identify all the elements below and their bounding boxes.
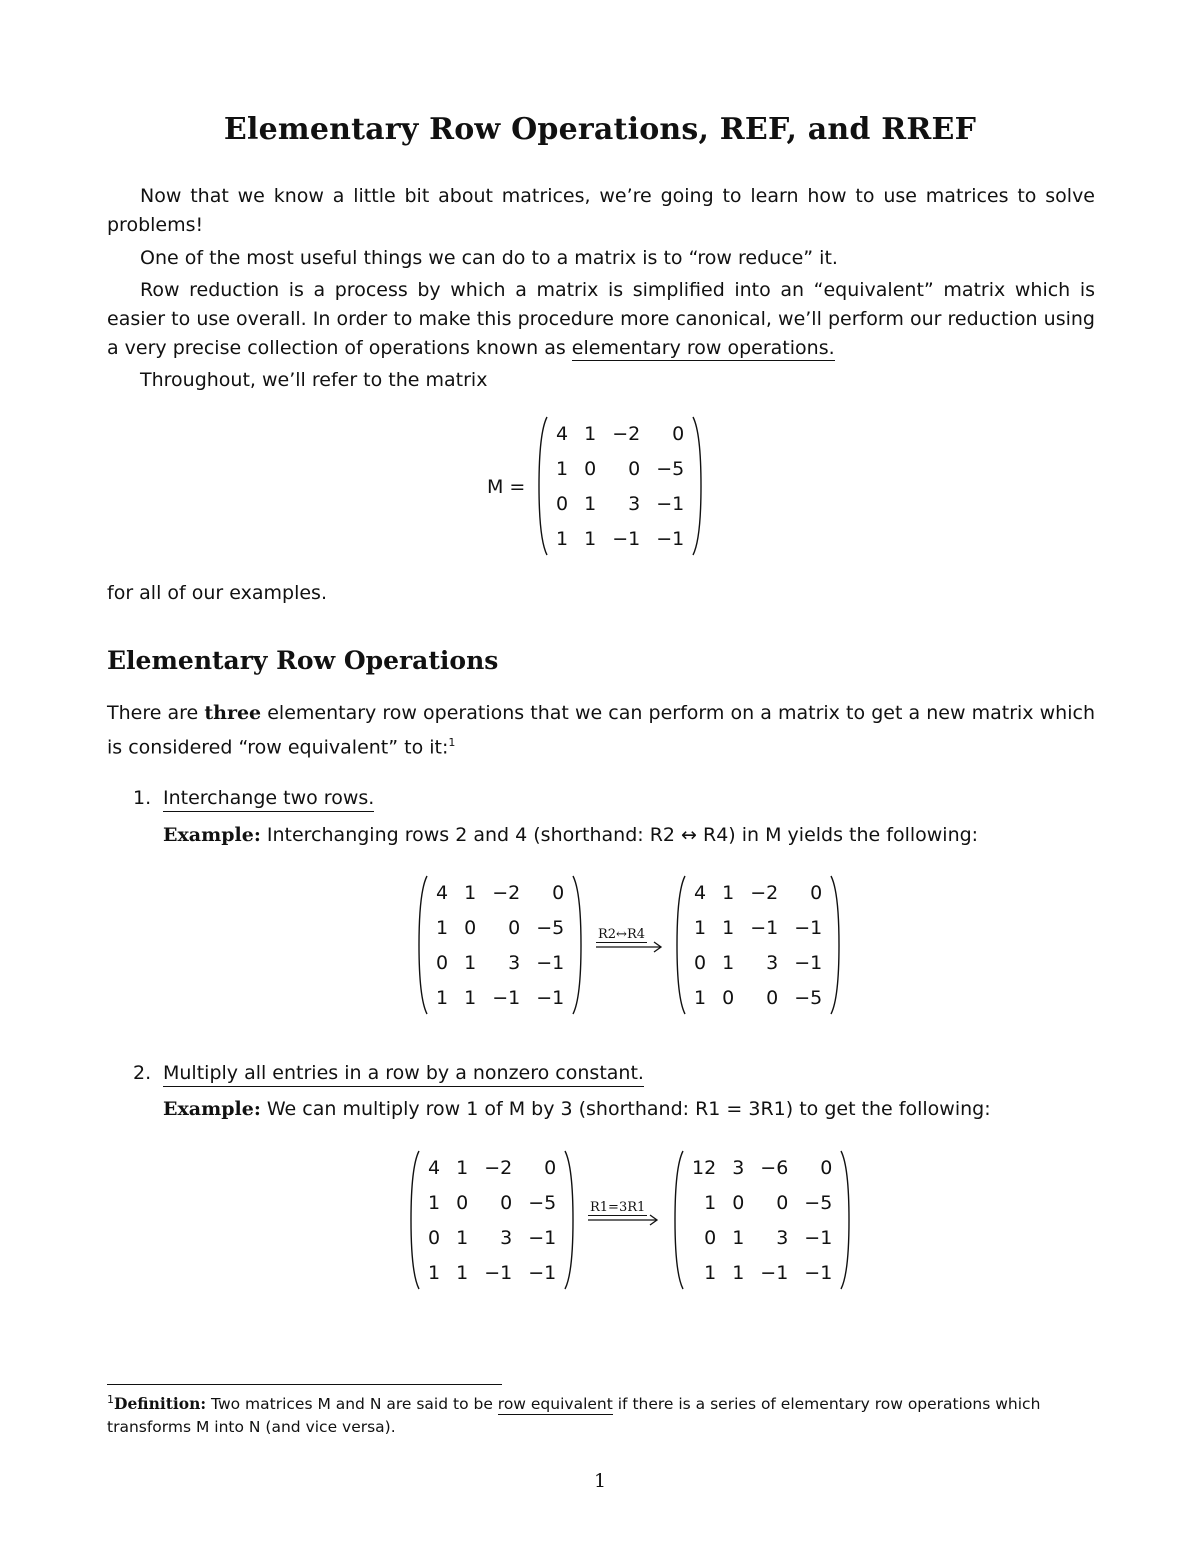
matrix-cell: 0 [628,457,641,480]
item-1-matrix-before [418,875,582,1015]
matrix-cell: 3 [500,1226,513,1249]
matrix-cell: 1 [464,951,477,974]
right-paren [692,416,702,556]
matrix-cell: −1 [612,527,641,550]
matrix-row [686,875,830,910]
item-1-matrix-after [676,875,840,1015]
matrix-cell: −2 [750,881,779,904]
matrix-cell: 1 [732,1261,745,1284]
matrix-cell: 0 [556,492,569,515]
matrix-cell: 1 [428,1191,441,1214]
matrix-cell: −5 [536,916,565,939]
matrix-cell: 0 [456,1191,469,1214]
matrix-row [548,416,692,451]
matrix-cell: −1 [804,1226,833,1249]
item-2-matrix-after [674,1150,850,1290]
matrix-cell: 1 [722,951,735,974]
matrix-cell: 0 [766,986,779,1009]
matrix-cell: 1 [464,986,477,1009]
left-paren [538,416,548,556]
matrix-row [420,1150,564,1185]
matrix-cell: 0 [544,1156,557,1179]
matrix-cell: −6 [760,1156,789,1179]
item-1-arrow-icon [596,940,664,954]
examples-note: for all of our examples. [107,582,327,604]
right-paren [572,875,582,1015]
page-number: 1 [593,1470,607,1492]
matrix-row [428,910,572,945]
matrix-cell: −1 [656,527,685,550]
matrix-cell: 0 [776,1191,789,1214]
matrix-cell: −1 [794,951,823,974]
left-paren [676,875,686,1015]
matrix-cell: 1 [456,1226,469,1249]
matrix-cell: 4 [556,422,569,445]
matrix-cell: 4 [436,881,449,904]
matrix-row [428,875,572,910]
intro-paragraph-1: Now that we know a little bit about matrices, we’re going to learn how to use matrices to solve problems! [107,185,1095,236]
matrix-cell: 3 [508,951,521,974]
matrix-cell: −1 [492,986,521,1009]
left-paren [410,1150,420,1290]
matrix-cell: −1 [794,916,823,939]
matrix-row [428,945,572,980]
footnote-rule [107,1384,502,1385]
matrix-row [684,1150,840,1185]
matrix-row [428,980,572,1015]
right-paren [830,875,840,1015]
matrix-cell: 1 [456,1156,469,1179]
matrix-cell: −1 [760,1261,789,1284]
matrix-cell: 1 [428,1261,441,1284]
matrix-row [686,980,830,1015]
matrix-cell: 0 [694,951,707,974]
document-title: Elementary Row Operations, REF, and RREF [223,112,977,147]
left-paren [418,875,428,1015]
matrix-cell: −1 [536,986,565,1009]
term-elementary-row-operations: elementary row operations. [571,337,835,359]
matrix-row [548,451,692,486]
matrix-row [684,1220,840,1255]
matrix-row [684,1255,840,1290]
matrix-row [684,1185,840,1220]
matrix-m-label: M = [487,476,526,498]
matrix-cell: −2 [492,881,521,904]
matrix-cell: 1 [556,527,569,550]
matrix-cell: 3 [776,1226,789,1249]
item-1-arrow-label: R2↔R4 [598,927,646,942]
matrix-cell: 0 [672,422,685,445]
matrix-cell: 1 [436,916,449,939]
item-2-matrix-before [410,1150,574,1290]
matrix-cell: 0 [500,1191,513,1214]
matrix-row [548,486,692,521]
intro-paragraph-4: Throughout, we’ll refer to the matrix [140,369,488,391]
matrix-cell: −2 [484,1156,513,1179]
matrix-cell: 0 [508,916,521,939]
section-heading: Elementary Row Operations [107,646,499,675]
matrix-cell: 1 [694,986,707,1009]
matrix-cell: 0 [584,457,597,480]
matrix-cell: 3 [732,1156,745,1179]
term-row-equivalent: row equivalent [497,1395,613,1414]
matrix-cell: 1 [732,1226,745,1249]
matrix-cell: 0 [732,1191,745,1214]
matrix-row [548,521,692,556]
matrix-cell: 1 [722,916,735,939]
matrix-cell: −5 [656,457,685,480]
matrix-row [420,1220,564,1255]
matrix-cell: −1 [656,492,685,515]
item-1-number: 1. [133,787,152,809]
intro-paragraph-2: One of the most useful things we can do to a matrix is to “row reduce” it. [140,247,838,269]
matrix-cell: 1 [436,986,449,1009]
matrix-cell: −1 [528,1226,557,1249]
matrix-row [686,945,830,980]
footnote-mark: 1 [448,736,456,749]
matrix-cell: 1 [704,1261,717,1284]
item-2-example: Example: We can multiply row 1 of M by 3 (shorthand: R1 = 3R1) to get the following: [163,1098,991,1120]
item-1-title: Interchange two rows. [163,787,374,812]
item-2-title: Multiply all entries in a row by a nonzero constant. [163,1062,644,1087]
matrix-cell: 0 [704,1226,717,1249]
matrix-cell: 1 [584,492,597,515]
matrix-cell: 0 [810,881,823,904]
matrix-cell: 0 [722,986,735,1009]
matrix-cell: 3 [628,492,641,515]
matrix-cell: −1 [536,951,565,974]
item-2-arrow-label: R1=3R1 [590,1200,646,1215]
matrix-cell: 1 [584,422,597,445]
item-2-number: 2. [133,1062,152,1084]
matrix-cell: −5 [794,986,823,1009]
matrix-cell: 0 [464,916,477,939]
matrix-cell: 12 [692,1156,717,1179]
section-lead: There are three elementary row operations that we can perform on a matrix to get a new matrix which is considered “row equivalent” to it:$^1$ [107,702,1095,759]
matrix-cell: 1 [584,527,597,550]
matrix-cell: 1 [456,1261,469,1284]
matrix-cell: 1 [556,457,569,480]
left-paren [674,1150,684,1290]
item-1-example: Example: Interchanging rows 2 and 4 (shorthand: R2 ↔ R4) in M yields the following: [163,824,979,846]
matrix-row [686,910,830,945]
matrix-cell: −2 [612,422,641,445]
matrix-cell: 0 [552,881,565,904]
matrix-cell: 4 [428,1156,441,1179]
intro-paragraph-3: Row reduction is a process by which a matrix is simplified into an “equivalent” matrix which is easier to use overall. In order to make this procedure more canonical, we’ll perform our reduction using a very precise collection of operations known as elementary row operations. [107,279,1095,359]
matrix-cell: 0 [820,1156,833,1179]
item-2-arrow-icon [588,1213,660,1227]
matrix-cell: 1 [464,881,477,904]
matrix-cell: −1 [804,1261,833,1284]
matrix-cell: −1 [528,1261,557,1284]
matrix-row [420,1255,564,1290]
matrix-cell: 1 [704,1191,717,1214]
matrix-cell: 1 [722,881,735,904]
right-paren [840,1150,850,1290]
matrix-cell: −1 [484,1261,513,1284]
matrix-cell: 0 [436,951,449,974]
matrix-row [420,1185,564,1220]
matrix-cell: 0 [428,1226,441,1249]
matrix-cell: 4 [694,881,707,904]
matrix-cell: −1 [750,916,779,939]
matrix-cell: 3 [766,951,779,974]
lead-bold-three: three [204,702,262,724]
matrix-m [538,416,702,556]
matrix-cell: 1 [694,916,707,939]
right-paren [564,1150,574,1290]
matrix-cell: −5 [804,1191,833,1214]
matrix-cell: −5 [528,1191,557,1214]
footnote: $^1$Definition: Two matrices M and N are said to be row equivalent if there is a series of elementary row operations which transforms M into N (and vice versa). [107,1393,1041,1437]
